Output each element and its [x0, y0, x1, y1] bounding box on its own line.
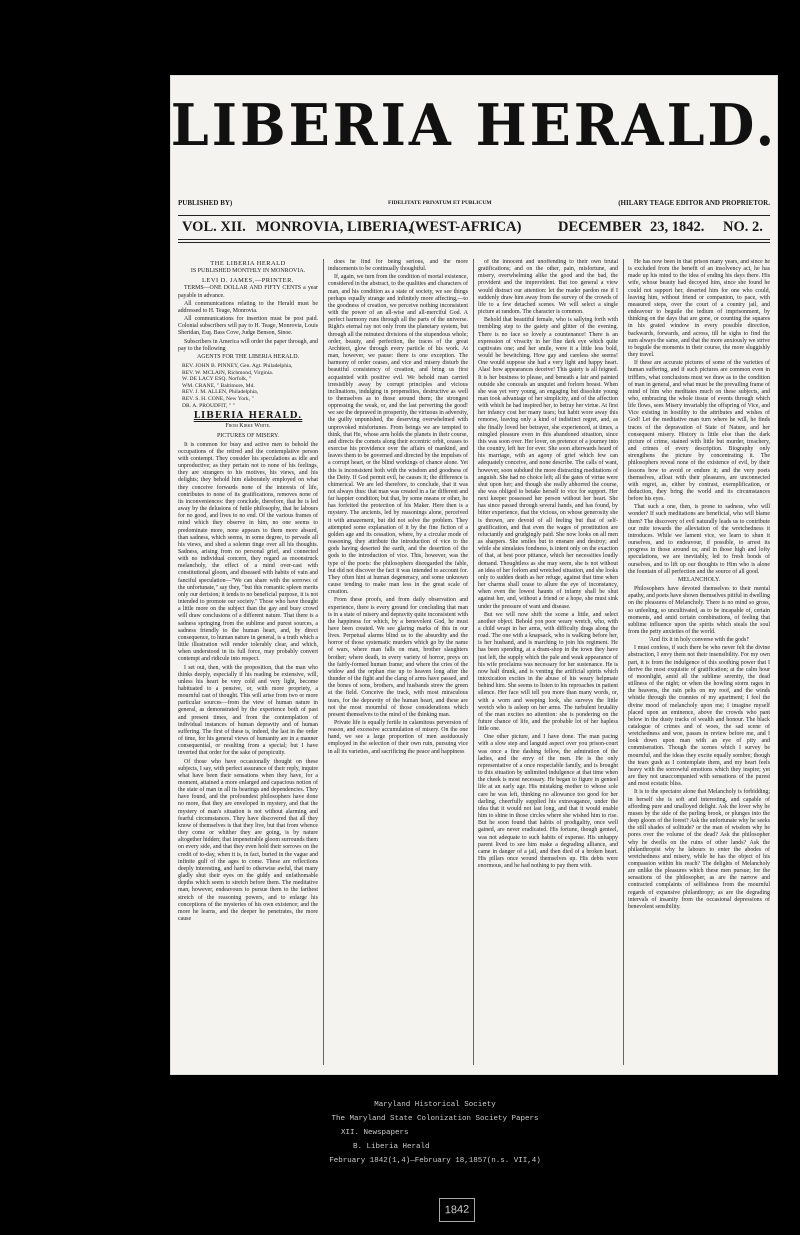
column-divider [473, 259, 474, 1065]
agent-row: REV. S. H. CONE, New York, " [182, 396, 254, 402]
rule-mid [178, 239, 770, 240]
archive-label [255, 1098, 615, 1171]
column-4 [628, 259, 770, 1065]
paragraph: But we will now shift the scene a little, and select another object. Behold yon poor weary wretch, who, with a child wrapt in her arms, with difficulty drags along the road. The one with a knapsack, who is walking before her, is her husband, and is marching to join his regiment. He has been spending, at a dram-shop in the town they have just left, the supply which the pale and weak appearance of his wife proclaims was necessary for her sustenance. He is now half drunk, and is venting the artificial spirits which intoxication excites in the abuse of his weary helpmate behind him. She seems to listen to his reproaches in patient silence. Her face will tell you more than many words, or, with a worn and weeping look, she surveys the little wretch who is asleep on her arms. The turbulent brutality of the man excites no attention: she is pondering on the future chance of life, and the probable lot of her hapless little one. [478, 611, 618, 733]
rule-mid-2 [178, 242, 770, 243]
agent-row: REV. J. M. ALLEN, Philadelphia, [182, 389, 259, 396]
column-1 [178, 259, 318, 1065]
archive-subseries: B. Liberia Herald [353, 1143, 430, 1151]
paragraph: That such a one, then, is prone to sadness, who will wonder? If such meditations are beneficial, who will blame them? The discovery of evil naturally leads us to contribute our mite towards the alleviation of the wretchedness it introduces. While we lament vice, we learn to shun it ourselves, and to endeavour, if possible, to arrest its progress in those around us; and in those high and lofty speculations, we are inevitably, led to fresh bonds of ourselves, and to lift up our thoughts to Him who is alone the fountain of all perfection and the source of all good. [628, 504, 770, 575]
paragraph: Philosophers have devoted themselves to their mental apathy, and poets have shown themselves pitiful in dwelling on the pleasures of Melancholy. There is no mind so gross, so unfeeling, so uncultivated, as to be incapable of, certain moments, and amid certain combinations, of feeling that sublime influence upon the spirits which steals the soul from the petty anxieties of the world. [628, 586, 770, 635]
publish-note: IS PUBLISHED MONTHLY IN MONROVIA. [190, 268, 306, 275]
dateline [178, 217, 770, 239]
melancholy-heading: MELANCHOLY. [677, 576, 721, 583]
volume: VOL. XII. [182, 219, 246, 235]
masthead-title: LIBERIA HERALD. [170, 91, 778, 159]
article-columns [178, 259, 770, 1065]
place: MONROVIA, LIBERIA, [256, 219, 412, 235]
paragraph: It is common for busy and active men to behold the occupations of the retired and the contemplative person with contempt. They consider his speculations as idle and unproductive; as they pertain not to none of his feelings, they are strangers to his motives, his views, and his delights; they behold him elaborately employed on what they conceive forwards none of the interests of life, contributes to none of its gratifications, removes none of its inconveniences: they conclude, therefore, that he is led away by the delusions of futile philosophy, that he labours for no good, and lives to no end. Of the various frames of mind which they observe in him, no one seems to predominate more, none appears to them more absurd, than sadness, which seems, in some degree, to pervade all his views, and shed a solemn tinge over all his thoughts. Sadness, arising from no personal grief, and connected with no individual concern, they regard as moonstruck melancholy, the effect of a mind over-cast with constitutional gloom, and diseased with habits of vain and fanciful speculation—"We can share with the sorrows of the unfortunate," say they, "but this romantic spleen merits only our derision; it tends to no beneficial purpose, it is not intended to promote our society." Those who have thought a little more on the subject than the gay and busy crowd will draw conclusions of a different nature. That there is a sadness springing from the sublime and purest sources, a sadness friendly to the human heart, and, by direct consequence, to human nature in general, is a truth which a little illustration will render tolerably clear, and which, when understood in its full force, may probably convert contempt and ridicule into respect. [178, 441, 318, 663]
paragraph: Private life is equally fertile in calamitous perversion of reason, and excessive accumulation of misery. On the one hand, we see a large proportion of men assiduously employed in the selection of their own ruin, pursuing vice in all its varieties, and sacrificing the peace and happiness [328, 720, 468, 755]
article-title: PICTURES OF MISERY. [216, 432, 280, 439]
rule-top [178, 215, 770, 216]
paragraph: Behold that beautiful female, who is sallying forth with trembling step to the gaiety and glitter of the evening. There is no face so lovely a countenance! There is an expression of vivacity in her fine dark eye which quite captivates one; and her smile, were it a little less bold, would be bewitching. How gay and careless she seems! One would suppose she had a very light and happy heart. Alas! how appearances deceive! This gaiety is all feigned. It is her business to please, and beneath a fair and painted outside she conceals an unquiet and forlorn breast. When she was yet very young, an engaging but dissolute young man took advantage of her simplicity, and of the affection with which he had inspired her, to betray her virtue. At first her infancy cost her many tears; but habit wore away this remorse, leaving only a kind of indistinct regret, and, as she finally loved her betrayer, she experienced, at times, a mingled pleasure even in this abandoned situation, since this was soon over. Her lover, on pretence of a journey into the country, left her for ever. She soon afterwards heard of his marriage, with an agony of grief which few can adequately conceive, and none describe. The calls of want, however, soon subdued the more distracting meditations of anguish. She had no choice left; all the gates of virtue were shut upon her; and though she really abhorred the course, she was obliged to betake herself to vice for support. Her next keeper possessed her person without her heart. She has since passed through several hands, and has found, by bitter experience, that the vicious, on whose generosity she is thrown, are devoid of all feeling but that of self-gratification, and that even the wages of prostitution are reluctantly and grudgingly paid. She now looks on all men as sharpers. She smiles but to ensnare and destroy; and while she simulates fondness, is intent only on the exaction of that, at best poor pittance, which her necessities loudly demand. Thoughtless as she may seem, she is not without an idea of her forlorn and wretched situation, and she looks only to sudden death as her refuge, against that time when her charms shall cease to allure the eye of inconstancy, when even the lowest haunts of infamy shall be shut against her, and, without a friend or a hope, she must sink under the pressure of want and disease. [478, 317, 618, 610]
paragraph: If, again, we turn from the condition of mortal existence, considered in the abstract, to the qualities and characters of man, and his condition as a state of society, we see things perhaps equally strange and infinitely more affecting,—to the goodness of creation, we perceive nothing inconsistent with the power of an all-wise and all-merciful God. A perfect harmony runs through all the parts of the universe. Right's eternal ray not only from the planetary system, but through all the minutest divisions of the stupendous whole; order, beauty, and perfection, the traces of the great Architect, glow through every particle of his work. At man, however, we pause: there is one exception. The harmony of order ceases, and vice and misery disturb the beautiful consistency of creation, and bring us first acquainted with positive evil. We behold man carried irresistibly away by corrupt principles and vicious inclinations, indulging in propensities, destructive as well to themselves as to those around them; the strongest oppressing the weak, or, and the last perverting the good! we see the depraved in prosperity, the virtuous in adversity, the guilty unpunished, the deserving overwhelmed with unprovoked misfortunes. From beings we are tempted to think, that He, whose arm holds the planets in their course, and directs the comets along their eccentric orbit, ceases to exercise his providence over the affairs of mankind, and leaves them to be governed and directed by the impulses of a corrupt heart, or the blind workings of chance alone. Yet this is inconsistent both with the wisdom and goodness of the Deity. If God permit evil, he causes it; the difference is chimerical. We are led therefore, to conclude, that it was not always thus: that man was created in a far different and far happier condition; but that, by some means or other, he has forfeited the protection of his Maker. Here then is a mystery. The ancients, led by reasonings alone, perceived it with amazement, but did not solve the problem. They attempted some explanation of it by the fine fiction of a golden age and its cessation, where, by a circular mode of reasoning, they attribute the introduction of vice to the gods having deserted the earth, and the desertion of the gods to the introduction of vice. This, however, was the type of the poets: the philosophers disregarded the fable, but did not discover the fact it was intended to account for. They often hint at human degeneracy, and some unknown cause tending to make man less in the great scale of creation. [328, 274, 468, 596]
paragraph: I must confess, if such there be who never felt the divine abstraction, I envy them not their insensibility. For my own part, it is from the indulgence of this soothing power that I derive the most exquisite of gratification; at the calm hour of moonlight, amid all the sublime serenity, the dead stillness of the night; or when the howling storm rages in the heavens, the rain pelts on my roof, and the winds whistle through the crannies of my apartment; I feel the divine mood of melancholy upon me; I imagine myself placed upon an eminence, above the crowds who pant below in the dusty tracks of wealth and honour. The black catalogue of crimes and of woes, the sad scene of wretchedness and woe, passes in review before me, and I look down upon man with an eye of pity and commiseration. Though the scenes which I survey be mournful, and the ideas they excite equally sombre; though the tears gush as I contemplate them, and my heart feels heavy with the sorrowful emotions which they inspire; yet are they not unaccompanied with sensations of the purest and most ecstatic bliss. [628, 645, 770, 788]
section-title: LIBERIA HERALD. [193, 411, 303, 422]
paper-name: THE LIBERIA HERALD [210, 260, 286, 267]
agent-row: DR. A. PROUDFIT, " " [182, 402, 235, 409]
paragraph: does he find for being serious, and the more inducements to be continually thoughtful. [328, 259, 468, 273]
paragraph: Of those who have occasionally thought on these subjects, I say, with perfect assurance of their reply, inquire what have been their sensations when they have, for a moment, attained a more enlarged and capacious notion of the state of man in all its bearings and dependencies. They have found, and the profoundest philosophers have done no more, that they are enveloped in mystery, and that the mystery of man's situation is not without alarming and fearful circumstances. They have discovered that all they know of themselves is that they live, but that from whence they come or whither they are going, is by nature altogether hidden; that impenetrable gloom surrounds them on every side, and that they even hold their sorrows on the credit of to-day, when it is, in fact, buried in the vague and infinite gulf of the ages to come. These are reflections deeply interesting, and hard to otherwise awful, that many gladly shut their eyes on the giddy and unfathomable depths which seem to stretch before them. The meditative man, however, endeavours to pursue them to the farthest stretch of the reasoning powers, and to enlarge his conceptions of the mysteries of his own existence; and the more he learns, and the deeper he penetrates, the more cause [178, 758, 318, 922]
paragraph: One other picture, and I have done. The man pacing with a slow step and languid aspect over you prison-court was once a fine dashing fellow, the admiration of the ladies, and the envy of the men. He is the only representative of a once respectable family, and is brought to this situation by unlimited indulgence at that time when the cheek is most necessary. He began to figure in genteel life at an early age. His mistaking mother to whose sole care he was left, thinking no allowance too good for her darling, cheerfully supplied his extravagance, under the idea that it would not last long, and that it would enable him to shine in those circles where she wished him to rise. But he soon found that habits of prodigality, once well gained, are never eradicated. His fortune, though genteel, was not adequate to such habits of expense. His unhappy parent lived to see him make a degrading alliance, and came in danger of a jail, and then died of a broken heart. His pillars once wound themselves up. His debts were enormous, and he had nothing to pay them with. [478, 734, 618, 870]
paragraph: He has now been in that prison many years, and since he is excluded from the benefit of an insolvency act, he has made up his mind to the idea of ending his days there. His wife, whose beauty had decoyed him, since she found he could not support her, deserted him for one who could, leaving him, without friend or companion, to pace, with measured steps, over the court of a country jail, and endeavour to beguile the tedium of imprisonment, by thinking on the days that are gone, or counting the squares in his grated window in every possible direction, backwards, forwards, and across, till he sighs to find the sum always the same, and that the more anxiously we strive to beguile the moments in their course, the more sluggishly they travel. [628, 259, 770, 359]
agent-row: WM. CRANE, " Baltimore, Md. [182, 382, 255, 389]
archive-series: XII. Newspapers [341, 1129, 409, 1137]
day-year: 23, 1842. [650, 219, 705, 235]
archive-project: The Maryland State Colonization Society Papers [331, 1115, 539, 1123]
year-text: 1842 [444, 1203, 470, 1217]
column-divider [323, 259, 324, 1065]
publication-line [178, 199, 770, 213]
region: (WEST-AFRICA) [410, 219, 522, 235]
paragraph: It is to the spectator alone that Melancholy is forbidding; in herself she is soft and interesting, and capable of affording pure and unalloyed delight. Ask the lover why he muses by the side of the purling brook, or plunges into the deep gloom of the forest? Ask the unfortunate why he seeks the still shades of solitude? or the man of wisdom why he pores over the volume of the dead? Ask the philosopher why he dwells on the ruins of other lands? Ask the philanthropist why he labours to enter the abodes of wretchedness and misery, while he has the object of his compassion within his reach? The delights of Melancholy are unlike the pleasures which these men pursue; for the sensations of the philosopher, as are the narrow and contracted complaints of selfishness from the mournful regards of expansive philanthropy; as are the degrading intervals of insanity from the occasional depressions of benevolent sensibility. [628, 789, 770, 910]
column-2 [328, 259, 468, 1065]
advertising: All communications for insertion must be post paid. Colonial subscribers will pay to H. Teage, Monrovia, Louis Sheridan, Esq. Bass Cove, Judge Benson, Sinoe. [178, 316, 318, 337]
paragraph: of the innocent and unoffending to their own brutal gratifications; and on the other, pain, misfortune, and misery, overwhelming alike the good and the bad, the provident and the improvident. But too general a view would distract our attention: let the reader pardon me if I suddenly draw him away from the survey of the crowds of life to a few detached scenes. We will select a single picture at random. The character is common. [478, 259, 618, 316]
agent-row: REV. W. MCLAIN, Richmond, Virginia. [182, 369, 274, 376]
printer: LEVI D. JAMES,—PRINTER. [202, 277, 294, 285]
column-divider [623, 259, 624, 1065]
column-3 [478, 259, 618, 1065]
agent-row: W. DE LACY ESQ. Norfolk, " [182, 376, 251, 383]
paragraph: I set out, then, with the proposition, that the man who thinks deeply, especially if his reading be extensive, will, unless his heart be very cold and very light, become habituated to a pensive, or, with more propriety, a mournful cast of thought. This will arise from two or more particular sources—from the view of human nature in general, as demonstrated by the experience both of past and present times, and from the contemplation of individual instances of human depravity and of human suffering. The first of these is, indeed, the last in the order of time, for his general views of humanity are in a manner consequential, or resulting from a special; but I have inverted that order for the sake of perspicuity. [178, 664, 318, 757]
agent-row: REV. JOHN B. PINNEY, Gen. Agt. Philadelphia, [182, 363, 293, 370]
month: DECEMBER [558, 219, 642, 235]
from-line: From Kirke White. [225, 423, 271, 430]
agents-list [178, 363, 318, 409]
terms: TERMS—ONE DOLLAR AND FIFTY CENTS a year payable in advance. [178, 285, 318, 299]
agents-intro: Subscribers in America will order the paper through, and pay to the following [178, 338, 318, 352]
communications: All communications relating to the Herald must be addressed to H. Teage, Monrovia. [178, 300, 318, 314]
archive-range: February 1842(1,4)—February 18,1857(n.s. VII,4) [329, 1157, 541, 1165]
paragraph: If these are accurate pictures of some of the varieties of human suffering, and if such pictures are common even in trifflers, what conclusions must we draw as to the condition of man in general, and what must be the prevailing frame of mind of him who meditates much on these subjects, and who, embracing the whole tissue of events through which life flows, sees Misery invariably the offspring of Vice, and Vice existing in hostility to the attributes and wishes of God! Let the meditative man turn where he will, he finds traces of the depravation of State of Nature, and her consequent misery. History is little else than the dark picture of crime, stained with little but murder, treachery, and crimes of every description. Biography only strengthens the picture by concentrating it. The philosophers reveal none of the existence of evil, by their lessons how to avoid or endure it; and the very poets themselves, afloat with their pleasures, are unconnected with regret, as, either by contrast, exemplification, or deduction, they bring the world and its circumstances before his eyes. [628, 360, 770, 503]
quotation: 'And fix it in holy converse with the gods!' [648, 637, 750, 644]
newspaper-page [170, 75, 778, 1075]
issue-number: NO. 2. [723, 219, 763, 235]
year-box [439, 1198, 475, 1222]
motto: FIDELITATE PRIVATUM ET PUBLICUM [388, 200, 492, 206]
agents-heading: AGENTS FOR THE LIBERIA HERALD. [196, 353, 300, 360]
paragraph: From these proofs, and from daily observation and experience, there is every ground for concluding that man is in a state of misery and depravity quite inconsistent with the happiness for which, by a benevolent God, he must have been created. We see glaring marks of this in our lives. Perpetual alarms blind us to the absurdity and the horror of those systematic murders which go by the name of wars, where man falls on man, brother slaughters brother; where death, in every variety of horror, preys on the fairly-formed human frame; and where the cries of the widow and the orphan rise up to heaven long after the thunder of the fight and the clang of arms have passed, and the bones of sons, brothers, and husbands strew the green at the field. Conceive the track, with most miraculous tears, for the depravity of the human heart, and these are not the most mournful of those considerations which present themselves to the mind of the thinking man. [328, 597, 468, 718]
editor-line: (HILARY TEAGE EDITOR AND PROPRIETOR. [618, 199, 770, 207]
archive-org: Maryland Historical Society [374, 1101, 496, 1109]
publisher-label: PUBLISHED BY) [178, 199, 233, 207]
